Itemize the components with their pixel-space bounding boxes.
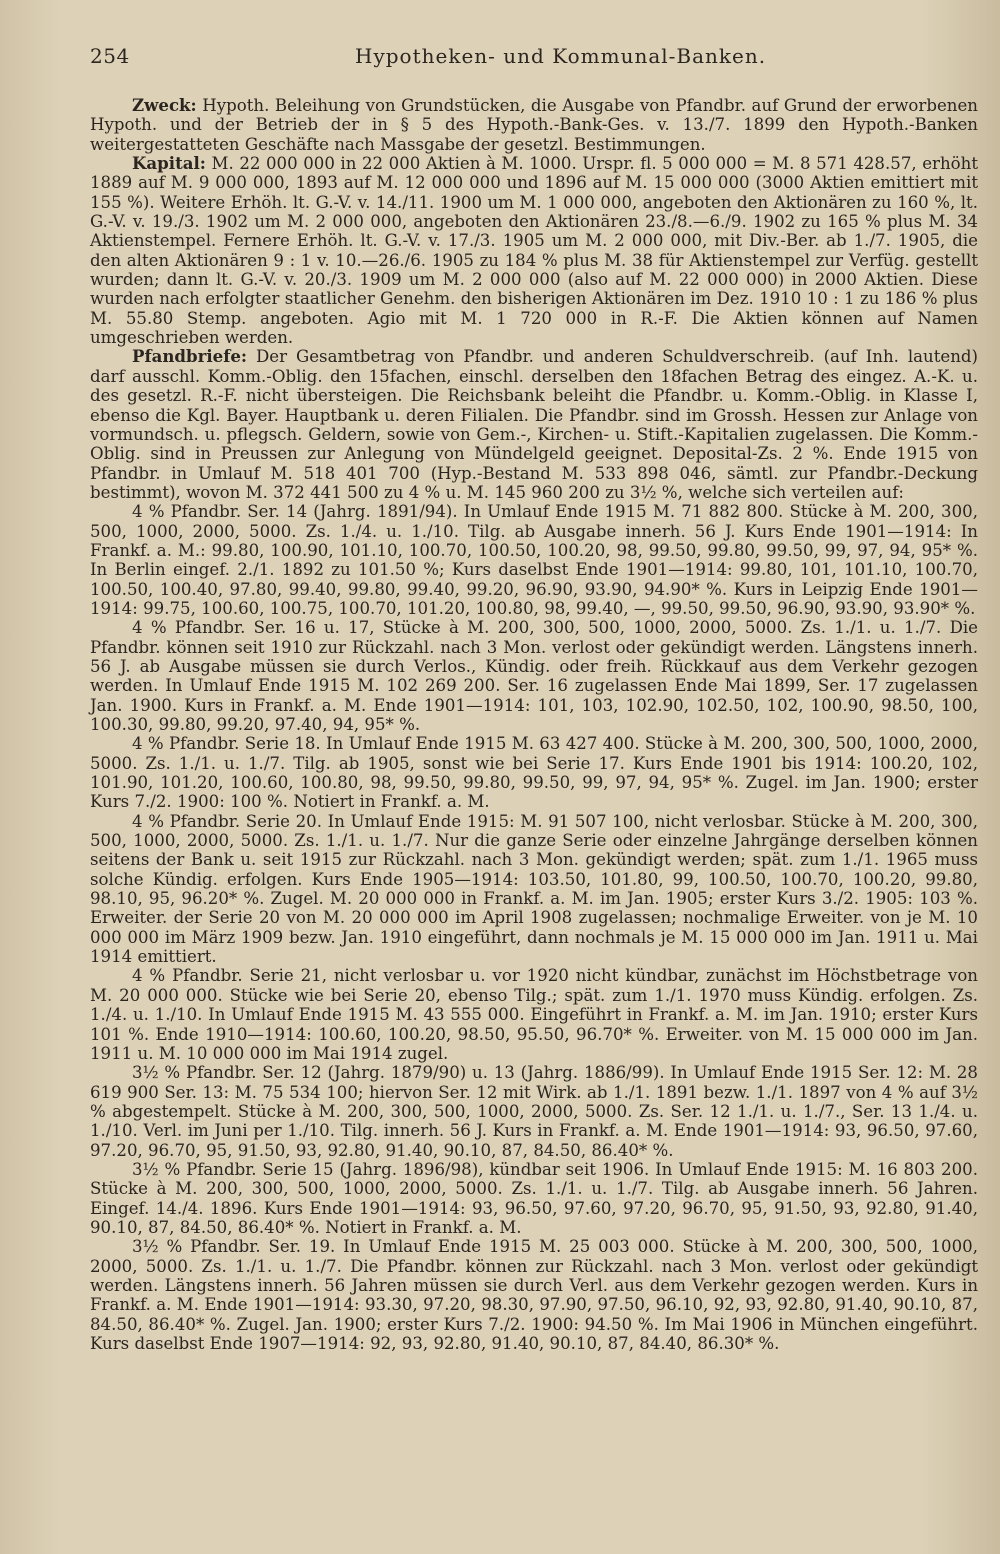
paragraph-serie-12-13: 3½ % Pfandbr. Ser. 12 (Jahrg. 1879/90) u. 13 (Jahrg. 1886/99). In Umlauf Ende 1915 Ser. 12: M. 28 619 900 Ser. 13: M. 75 534 100; hiervon Ser. 12 mit Wirk. ab 1./1. 1891 bezw. 1./1. 1897 von 4 % auf 3½ % abgestempelt. Stücke à M. 200, 300, 500, 1000, 2000, 5000. Zs. Ser. 12 1./1. u. 1./7., Ser. 13 1./4. u. 1./10. Verl. im Juni per 1./10. Tilg. innerh. 56 J. Kurs in Frankf. a. M. Ende 1901—1914: 93, 96.50, 97.60, 97.20, 96.70, 95, 91.50, 93, 92.80, 91.40, 90.10, 87, 84.50, 86.40* %. [90, 1063, 978, 1160]
paragraph-kapital [90, 154, 978, 347]
paragraph-serie-21: 4 % Pfandbr. Serie 21, nicht verlosbar u. vor 1920 nicht kündbar, zunächst im Höchstbetrage von M. 20 000 000. Stücke wie bei Serie 20, ebenso Tilg.; spät. zum 1./1. 1970 muss Kündig. erfolgen. Zs. 1./4. u. 1./10. In Umlauf Ende 1915 M. 43 555 000. Eingeführt in Frankf. a. M. im Jan. 1910; erster Kurs 101 %. Ende 1910—1914: 100.60, 100.20, 98.50, 95.50, 96.70* %. Erweiter. von M. 15 000 000 im Jan. 1911 u. M. 10 000 000 im Mai 1914 zugel. [90, 966, 978, 1063]
paragraph-text: Der Gesamtbetrag von Pfandbr. und anderen Schuldverschreib. (auf Inh. lautend) darf ausschl. Komm.-Oblig. den 15fachen, einschl. derselben den 18fachen Betrag des eingez. A.-K. u. des gesetzl. R.-F. nicht übersteigen. Die Reichsbank beleiht die Pfandbr. u. Komm.-Oblig. in Klasse I, ebenso die Kgl. Bayer. Hauptbank u. deren Filialen. Die Pfandbr. sind im Grossh. Hessen zur Anlage von vormundsch. u. pflegsch. Geldern, sowie von Gem.-, Kirchen- u. Stift.-Kapitalien zugelassen. Die Komm.-Oblig. sind in Preussen zur Anlegung von Mündelgeld geeignet. Deposital-Zs. 2 %. Ende 1915 von Pfandbr. in Umlauf M. 518 401 700 (Hyp.-Bestand M. 533 898 046, sämtl. zur Pfandbr.-Deckung bestimmt), wovon M. 372 441 500 zu 4 % u. M. 145 960 200 zu 3½ %, welche sich verteilen auf: [90, 347, 978, 502]
page-number: 254 [90, 44, 130, 68]
paragraph-text: M. 22 000 000 in 22 000 Aktien à M. 1000. Urspr. fl. 5 000 000 = M. 8 571 428.57, erhöht 1889 auf M. 9 000 000, 1893 auf M. 12 000 000 und 1896 auf M. 15 000 000 (3000 Aktien emittiert mit 155 %). Weitere Erhöh. lt. G.-V. v. 14./11. 1900 um M. 1 000 000, angeboten den Aktionären zu 160 %, lt. G.-V. v. 19./3. 1902 um M. 2 000 000, angeboten den Aktionären 23./8.—6./9. 1902 zu 165 % plus M. 34 Aktienstempel. Fernere Erhöh. lt. G.-V. v. 17./3. 1905 um M. 2 000 000, mit Div.-Ber. ab 1./7. 1905, die den alten Aktionären 9 : 1 v. 10.—26./6. 1905 zu 184 % plus M. 38 für Aktienstempel zur Verfüg. gestellt wurden; dann lt. G.-V. v. 20./3. 1909 um M. 2 000 000 (also auf M. 22 000 000) in 2000 Aktien. Diese wurden nach erfolgter staatlicher Genehm. den bisherigen Aktionären im Dez. 1910 10 : 1 zu 186 % plus M. 55.80 Stemp. angeboten. Agio mit M. 1 720 000 in R.-F. Die Aktien können auf Namen umgeschrieben werden. [90, 154, 978, 348]
paragraph-pfandbriefe [90, 347, 978, 502]
paragraph-serie-16-17: 4 % Pfandbr. Ser. 16 u. 17, Stücke à M. 200, 300, 500, 1000, 2000, 5000. Zs. 1./1. u. 1./7. Die Pfandbr. können seit 1910 zur Rückzahl. nach 3 Mon. verlost oder gekündigt werden. Längstens innerh. 56 J. ab Ausgabe müssen sie durch Verlos., Kündig. oder freih. Rückkauf aus dem Verkehr gezogen werden. In Umlauf Ende 1915 M. 102 269 200. Ser. 16 zugelassen Ende Mai 1899, Ser. 17 zugelassen Jan. 1900. Kurs in Frankf. a. M. Ende 1901—1914: 101, 103, 102.90, 102.50, 102, 100.90, 98.50, 100, 100.30, 99.80, 99.20, 97.40, 94, 95* %. [90, 618, 978, 734]
section-label-zweck: Zweck: [132, 95, 197, 115]
section-label-kapital: Kapital: [132, 153, 206, 174]
section-label-pfandbriefe: Pfandbriefe: [132, 346, 248, 367]
paragraph-serie-20: 4 % Pfandbr. Serie 20. In Umlauf Ende 1915: M. 91 507 100, nicht verlosbar. Stücke à M. 200, 300, 500, 1000, 2000, 5000. Zs. 1./1. u. 1./7. Nur die ganze Serie oder einzelne Jahrgänge derselben können seitens der Bank u. seit 1915 zur Rückzahl. nach 3 Mon. gekündigt werden; spät. zum 1./1. 1965 muss solche Kündig. erfolgen. Kurs Ende 1905—1914: 103.50, 101.80, 99, 100.50, 100.70, 100.20, 99.80, 98.10, 95, 96.20* %. Zugel. M. 20 000 000 in Frankf. a. M. im Jan. 1905; erster Kurs 3./2. 1905: 103 %. Erweiter. der Serie 20 von M. 20 000 000 im April 1908 zugelassen; nochmalige Erweiter. von je M. 10 000 000 im März 1909 bezw. Jan. 1910 eingeführt, dann nochmals je M. 15 000 000 im Jan. 1911 u. Mai 1914 emittiert. [90, 811, 978, 967]
paragraph-serie-14: 4 % Pfandbr. Ser. 14 (Jahrg. 1891/94). In Umlauf Ende 1915 M. 71 882 800. Stücke à M. 200, 300, 500, 1000, 2000, 5000. Zs. 1./4. u. 1./10. Tilg. ab Ausgabe innerh. 56 J. Kurs Ende 1901—1914: In Frankf. a. M.: 99.80, 100.90, 101.10, 100.70, 100.50, 100.20, 98, 99.50, 99.80, 99.50, 99, 97, 94, 95* %. In Berlin eingef. 2./1. 1892 zu 101.50 %; Kurs daselbst Ende 1901—1914: 99.80, 101, 101.10, 100.70, 100.50, 100.40, 97.80, 99.40, 99.80, 99.40, 99.20, 96.90, 93.90, 94.90* %. Kurs in Leipzig Ende 1901—1914: 99.75, 100.60, 100.75, 100.70, 101.20, 100.80, 98, 99.40, —, 99.50, 99.50, 96.90, 93.90, 93.90* %. [90, 502, 978, 618]
paragraph-serie-15: 3½ % Pfandbr. Serie 15 (Jahrg. 1896/98), kündbar seit 1906. In Umlauf Ende 1915: M. 16 803 200. Stücke à M. 200, 300, 500, 1000, 2000, 5000. Zs. 1./1. u. 1./7. Tilg. ab Ausgabe innerh. 56 Jahren. Eingef. 14./4. 1896. Kurs Ende 1901—1914: 93, 96.50, 97.60, 97.20, 96.70, 95, 91.50, 93, 92.80, 91.40, 90.10, 87, 84.50, 86.40* %. Notiert in Frankf. a. M. [90, 1159, 978, 1237]
page-body [90, 96, 978, 1353]
paragraph-serie-19: 3½ % Pfandbr. Ser. 19. In Umlauf Ende 1915 M. 25 003 000. Stücke à M. 200, 300, 500, 1000, 2000, 5000. Zs. 1./1. u. 1./7. Die Pfandbr. können zur Rückzahl. nach 3 Mon. verlost oder gekündigt werden. Längstens innerh. 56 Jahren müssen sie durch Verl. aus dem Verkehr gezogen werden. Kurs in Frankf. a. M. Ende 1901—1914: 93.30, 97.20, 98.30, 97.90, 97.50, 96.10, 92, 93, 92.80, 91.40, 90.10, 87, 84.50, 86.40* %. Zugel. Jan. 1900; erster Kurs 7./2. 1900: 94.50 %. Im Mai 1906 in München eingeführt. Kurs daselbst Ende 1907—1914: 92, 93, 92.80, 91.40, 90.10, 87, 84.40, 86.30* %. [90, 1237, 978, 1353]
running-title: Hypotheken- und Kommunal-Banken. [355, 44, 767, 68]
paragraph-text: Hypoth. Beleihung von Grundstücken, die Ausgabe von Pfandbr. auf Grund der erworbenen Hypoth. und der Betrieb der in § 5 des Hypoth.-Bank-Ges. v. 13./7. 1899 den Hypoth.-Banken weitergestatteten Geschäfte nach Massgabe der gesetzl. Bestimmungen. [90, 96, 978, 154]
paragraph-zweck [90, 96, 978, 154]
page-header [90, 44, 970, 74]
paragraph-serie-18: 4 % Pfandbr. Serie 18. In Umlauf Ende 1915 M. 63 427 400. Stücke à M. 200, 300, 500, 1000, 2000, 5000. Zs. 1./1. u. 1./7. Tilg. ab 1905, sonst wie bei Serie 17. Kurs Ende 1901 bis 1914: 100.20, 102, 101.90, 101.20, 100.60, 100.80, 98, 99.50, 99.80, 99.50, 99, 97, 94, 95* %. Zugel. im Jan. 1900; erster Kurs 7./2. 1900: 100 %. Notiert in Frankf. a. M. [90, 734, 978, 812]
